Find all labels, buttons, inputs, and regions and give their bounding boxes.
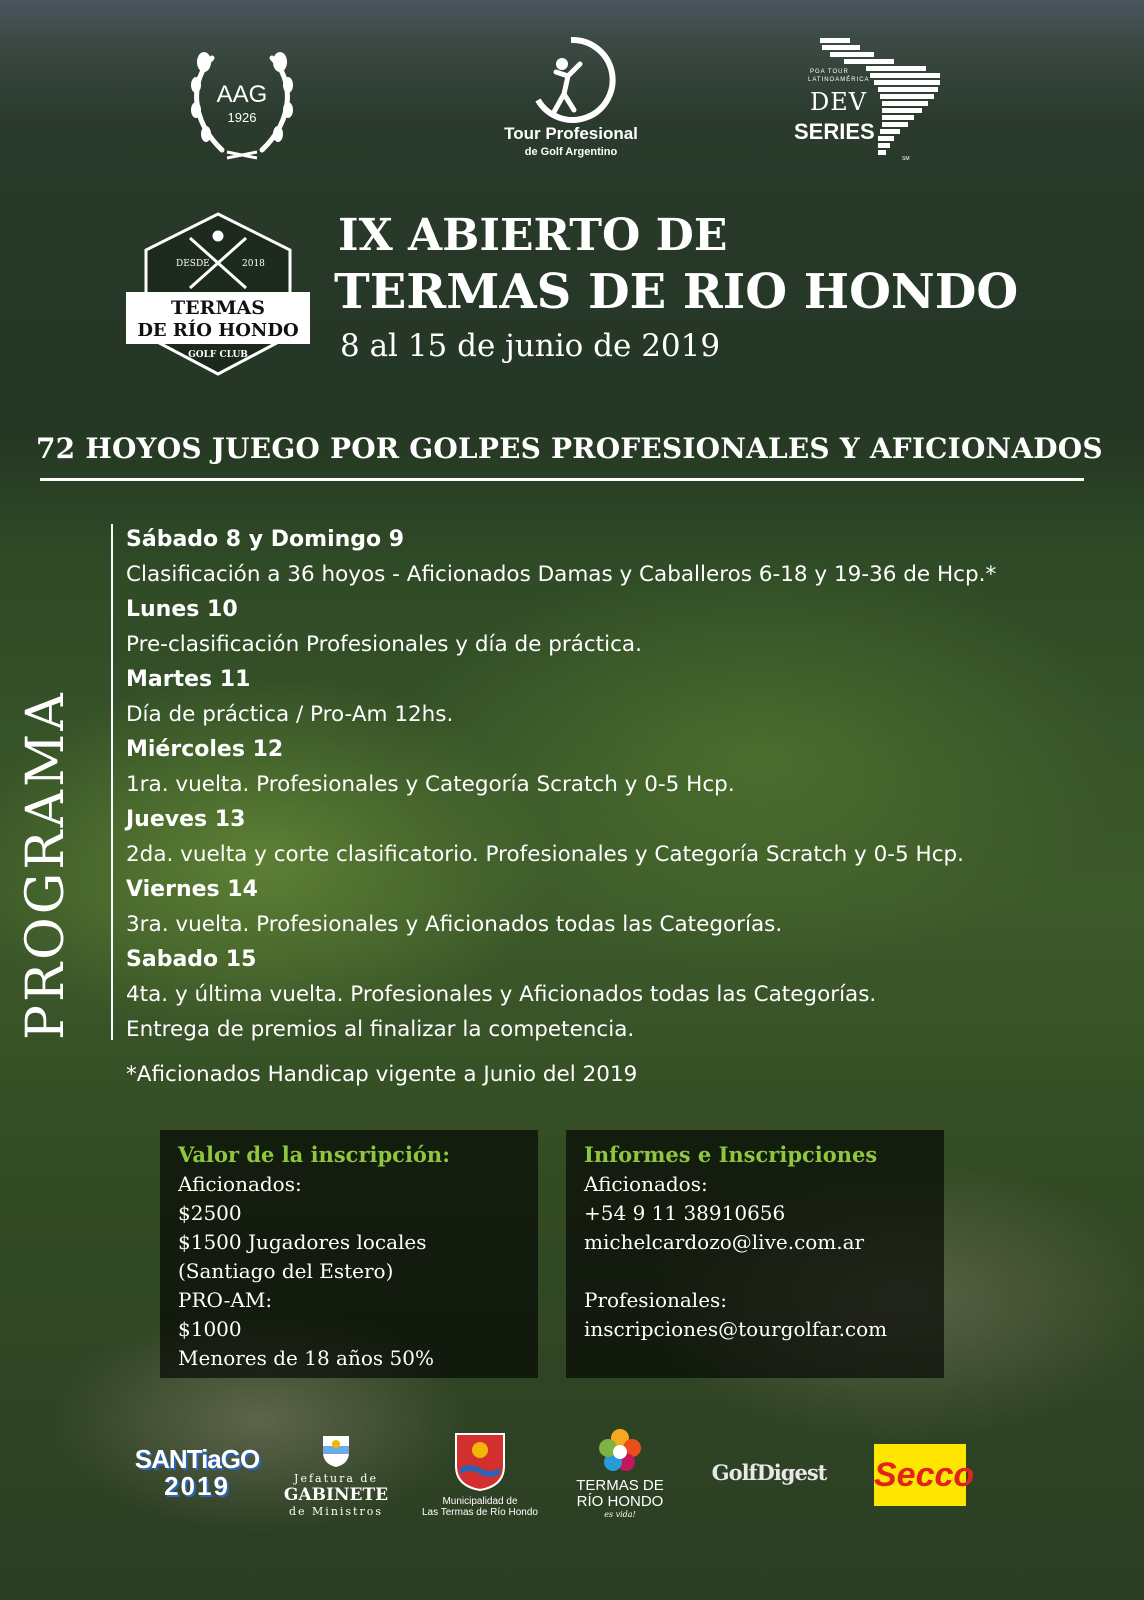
contact-email-link[interactable]: michelcardozo@live.com.ar: [584, 1230, 865, 1254]
club-year: 2018: [242, 259, 265, 269]
santiago-2019-logo: [134, 1444, 260, 1510]
secco-text: Secco: [874, 1456, 975, 1494]
santiago-line2: 2019: [164, 1471, 230, 1501]
gabinete-line3: de Ministros: [288, 1505, 384, 1518]
schedule: [126, 522, 1126, 1047]
schedule-desc: 1ra. vuelta. Profesionales y Categoría Scratch y 0-5 Hcp.: [126, 772, 735, 797]
contact-line: Aficionados:: [584, 1172, 708, 1196]
golfdigest-text: GolfDigest: [711, 1460, 827, 1485]
schedule-desc: Entrega de premios al finalizar la competencia.: [126, 1017, 635, 1042]
club-since: DESDE: [176, 259, 210, 269]
inscription-heading: Valor de la inscripción:: [178, 1142, 450, 1167]
gabinete-line2: GABINETE: [283, 1485, 389, 1505]
inscription-line: $1500 Jugadores locales: [178, 1230, 427, 1254]
tour-line2: de Golf Argentino: [524, 146, 618, 158]
schedule-day: Sabado 15: [126, 947, 257, 972]
termas-line3: es vida!: [604, 1510, 636, 1519]
handicap-note: *Aficionados Handicap vigente a Junio del 2019: [126, 1062, 638, 1087]
municipalidad-logo: [414, 1430, 546, 1530]
club-name3: GOLF CLUB: [188, 350, 248, 360]
contact-email-link[interactable]: inscripciones@tourgolfar.com: [584, 1317, 888, 1341]
gabinete-logo: [280, 1434, 392, 1530]
headline-rule: [40, 478, 1084, 481]
tour-profesional-logo: [476, 36, 666, 164]
golf-club-logo: [124, 210, 312, 380]
schedule-desc: 3ra. vuelta. Profesionales y Aficionados todas las Categorías.: [126, 912, 783, 937]
aag-logo: [182, 40, 302, 162]
flower-icon: [596, 1426, 644, 1474]
dev-line3: DEV: [810, 88, 868, 116]
dev-line1: PGA TOUR: [810, 69, 849, 75]
termas-line1: TERMAS DE: [576, 1477, 664, 1494]
programa-label: PROGRAMA: [16, 690, 76, 1040]
inscription-line: Aficionados:: [178, 1172, 302, 1196]
inscription-line: (Santiago del Estero): [178, 1259, 394, 1283]
muni-line2: Las Termas de Río Hondo: [422, 1507, 538, 1518]
inscription-line: $2500: [178, 1201, 242, 1225]
aag-year: 1926: [227, 110, 257, 125]
provincial-shield-icon: [321, 1434, 351, 1468]
event-title-line1: IX ABIERTO DE: [338, 210, 728, 261]
event-dates: 8 al 15 de junio de 2019: [340, 328, 721, 364]
laurel-wreath-icon: [182, 40, 302, 162]
contact-phone: +54 9 11 38910656: [584, 1201, 786, 1225]
aag-name: AAG: [216, 81, 268, 108]
muni-line1: Municipalidad de: [442, 1496, 518, 1507]
schedule-day: Viernes 14: [126, 877, 258, 902]
schedule-desc: 4ta. y última vuelta. Profesionales y Aficionados todas las Categorías.: [126, 982, 877, 1007]
contact-line: Profesionales:: [584, 1288, 728, 1312]
golf-digest-logo: [704, 1460, 834, 1494]
club-name1: TERMAS: [171, 297, 265, 319]
schedule-day: Martes 11: [126, 667, 251, 692]
dev-series-logo: [790, 36, 950, 166]
inscription-fees-box: [160, 1130, 538, 1378]
contact-heading: Informes e Inscripciones: [584, 1142, 878, 1167]
secco-logo: [874, 1444, 975, 1506]
tour-line1: Tour Profesional: [504, 124, 638, 143]
termas-rio-hondo-logo: [570, 1426, 670, 1530]
schedule-desc: Pre-clasificación Profesionales y día de práctica.: [126, 632, 642, 657]
schedule-day: Jueves 13: [126, 807, 246, 832]
golfer-icon: [476, 36, 666, 124]
schedule-day: Miércoles 12: [126, 737, 284, 762]
termas-line2: RÍO HONDO: [576, 1493, 664, 1510]
santiago-line1: SANTiaGO: [134, 1444, 260, 1474]
inscription-line: Menores de 18 años 50%: [178, 1346, 434, 1370]
dev-line4: SERIES: [794, 119, 875, 144]
club-name2: DE RÍO HONDO: [137, 320, 299, 341]
schedule-day: Sábado 8 y Domingo 9: [126, 527, 405, 552]
contact-box: [566, 1130, 944, 1378]
schedule-desc: Día de práctica / Pro-Am 12hs.: [126, 702, 454, 727]
schedule-desc: 2da. vuelta y corte clasificatorio. Profesionales y Categoría Scratch y 0-5 Hcp.: [126, 842, 965, 867]
schedule-desc: Clasificación a 36 hoyos - Aficionados Damas y Caballeros 6-18 y 19-36 de Hcp.*: [126, 562, 997, 587]
municipal-crest-icon: [452, 1430, 508, 1492]
inscription-line: PRO-AM:: [178, 1288, 273, 1312]
schedule-day: Lunes 10: [126, 597, 238, 622]
programa-rule: [111, 524, 113, 1040]
dev-mark: SM: [902, 156, 910, 162]
headline: 72 HOYOS JUEGO POR GOLPES PROFESIONALES Y AFICIONADOS: [36, 432, 1103, 465]
event-title-line2: TERMAS DE RIO HONDO: [334, 264, 1019, 320]
dev-line2: LATINOAMÉRICA: [808, 77, 870, 83]
inscription-line: $1000: [178, 1317, 242, 1341]
gabinete-line1: Jefatura de: [294, 1472, 378, 1485]
